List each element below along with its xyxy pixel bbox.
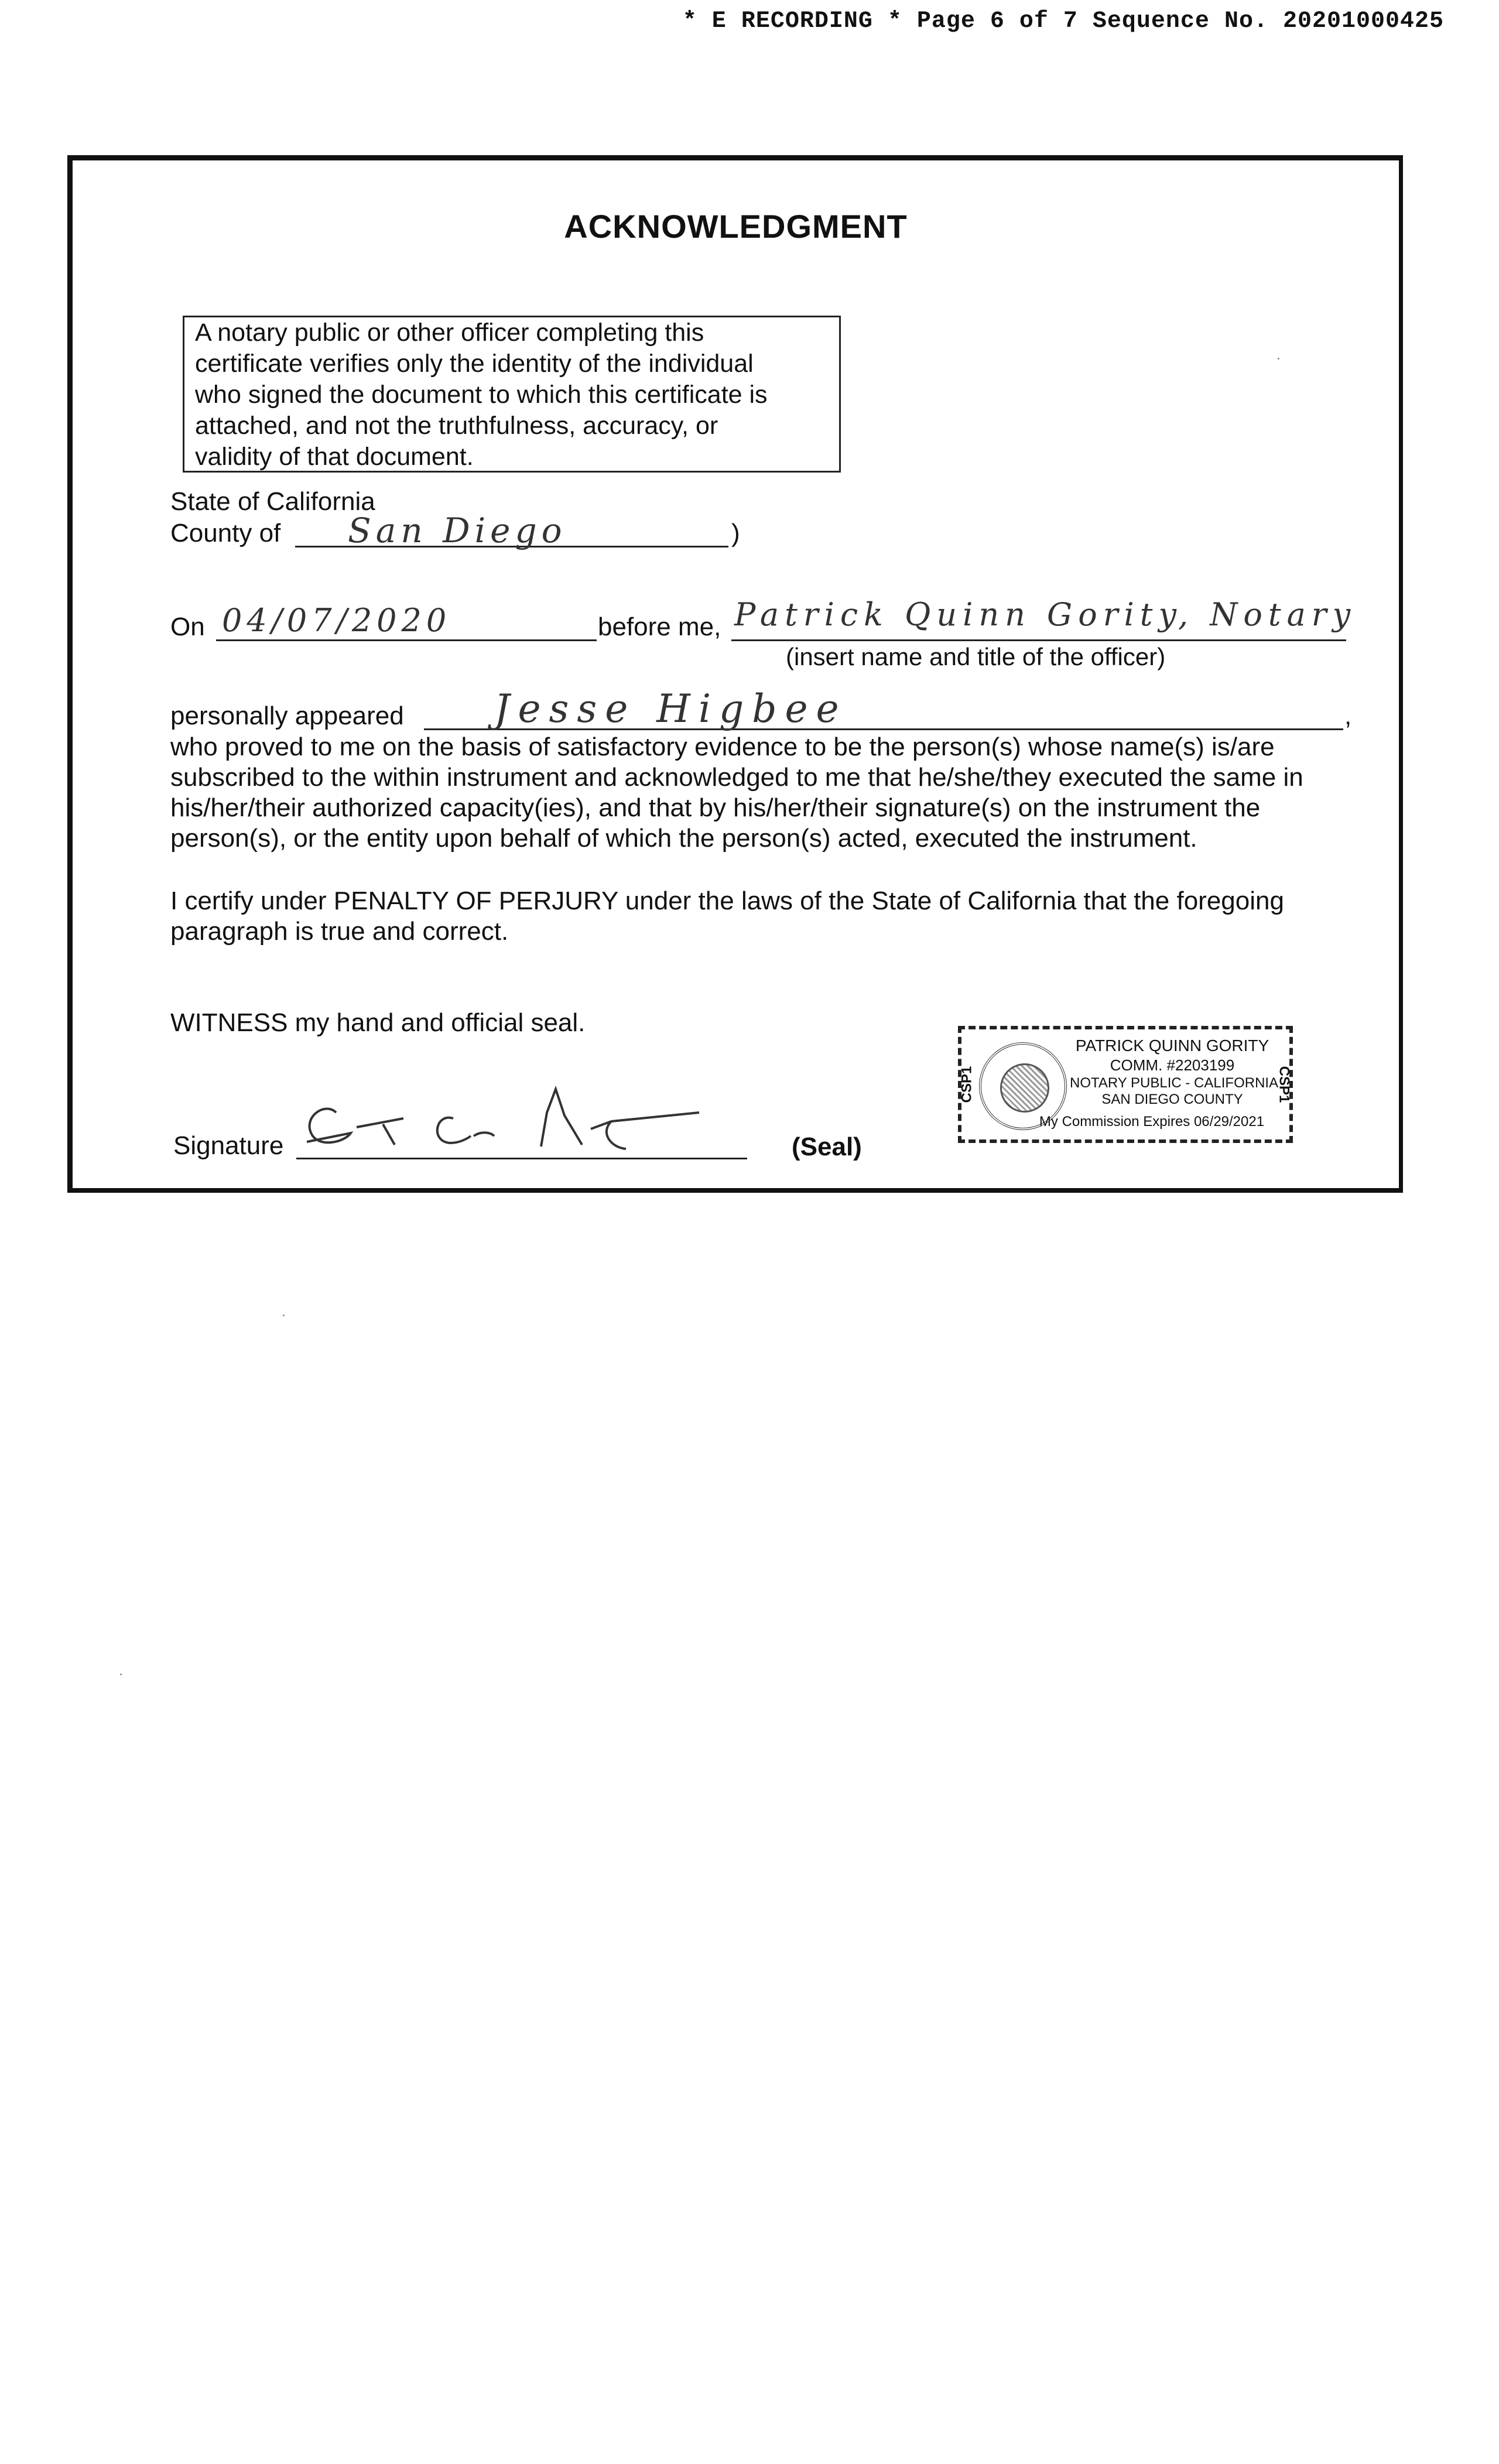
notice-line: A notary public or other officer completing this xyxy=(195,319,704,347)
perjury-line: paragraph is true and correct. xyxy=(170,917,509,946)
speck xyxy=(120,1674,122,1675)
form-title: ACKNOWLEDGMENT xyxy=(564,208,908,245)
acknowledgment-form xyxy=(67,155,1403,1193)
appeared-comma: , xyxy=(1344,701,1352,730)
witness-line: WITNESS my hand and official seal. xyxy=(170,1008,586,1037)
date-handwritten: 04/07/2020 xyxy=(222,602,451,639)
appeared-handwritten: Jesse Higbee xyxy=(494,686,847,731)
recording-header: * E RECORDING * Page 6 of 7 Sequence No. 20201000425 xyxy=(682,8,1444,35)
body-line: person(s), or the entity upon behalf of which the person(s) acted, executed the instrument. xyxy=(170,824,1197,853)
notary-seal xyxy=(958,1026,1293,1143)
seal-title: NOTARY PUBLIC - CALIFORNIA xyxy=(1070,1075,1279,1091)
county-label: County of xyxy=(170,519,281,547)
notice-line: validity of that document. xyxy=(195,443,474,471)
on-label: On xyxy=(170,612,205,641)
officer-line xyxy=(731,639,1346,641)
state-label: State of California xyxy=(170,487,375,516)
body-line: subscribed to the within instrument and acknowledged to me that he/she/they executed the same in xyxy=(170,763,1303,792)
officer-handwritten: Patrick Quinn Gority, Notary xyxy=(734,596,1357,633)
notice-line: who signed the document to which this certificate is xyxy=(195,381,768,409)
seal-expiration: My Commission Expires 06/29/2021 xyxy=(1039,1114,1265,1130)
speck xyxy=(1278,358,1279,360)
seal-commission-number: COMM. #2203199 xyxy=(1110,1056,1235,1074)
speck xyxy=(283,1315,285,1316)
date-line xyxy=(216,639,597,641)
appeared-label: personally appeared xyxy=(170,701,404,730)
county-handwritten: San Diego xyxy=(348,511,567,550)
handwritten-signature xyxy=(295,1077,740,1159)
notice-line: attached, and not the truthfulness, accuracy, or xyxy=(195,412,718,440)
seal-csp-right: CSP1 xyxy=(1276,1066,1292,1103)
county-close-paren: ) xyxy=(731,519,740,547)
notice-box xyxy=(183,316,841,473)
perjury-line: I certify under PENALTY OF PERJURY under the laws of the State of California that the foregoing xyxy=(170,887,1284,915)
seal-label: (Seal) xyxy=(792,1132,862,1161)
signature-label: Signature xyxy=(173,1131,284,1160)
body-line: who proved to me on the basis of satisfactory evidence to be the person(s) whose name(s) is/are xyxy=(170,733,1275,761)
seal-county: SAN DIEGO COUNTY xyxy=(1101,1091,1243,1107)
seal-notary-name: PATRICK QUINN GORITY xyxy=(1075,1036,1269,1055)
officer-caption: (insert name and title of the officer) xyxy=(786,643,1166,670)
notice-line: certificate verifies only the identity of the individual xyxy=(195,350,754,378)
body-line: his/her/their authorized capacity(ies), and that by his/her/their signature(s) on the instrument the xyxy=(170,793,1261,822)
seal-csp-left: CSP1 xyxy=(959,1066,975,1103)
before-me-label: before me, xyxy=(598,612,721,641)
